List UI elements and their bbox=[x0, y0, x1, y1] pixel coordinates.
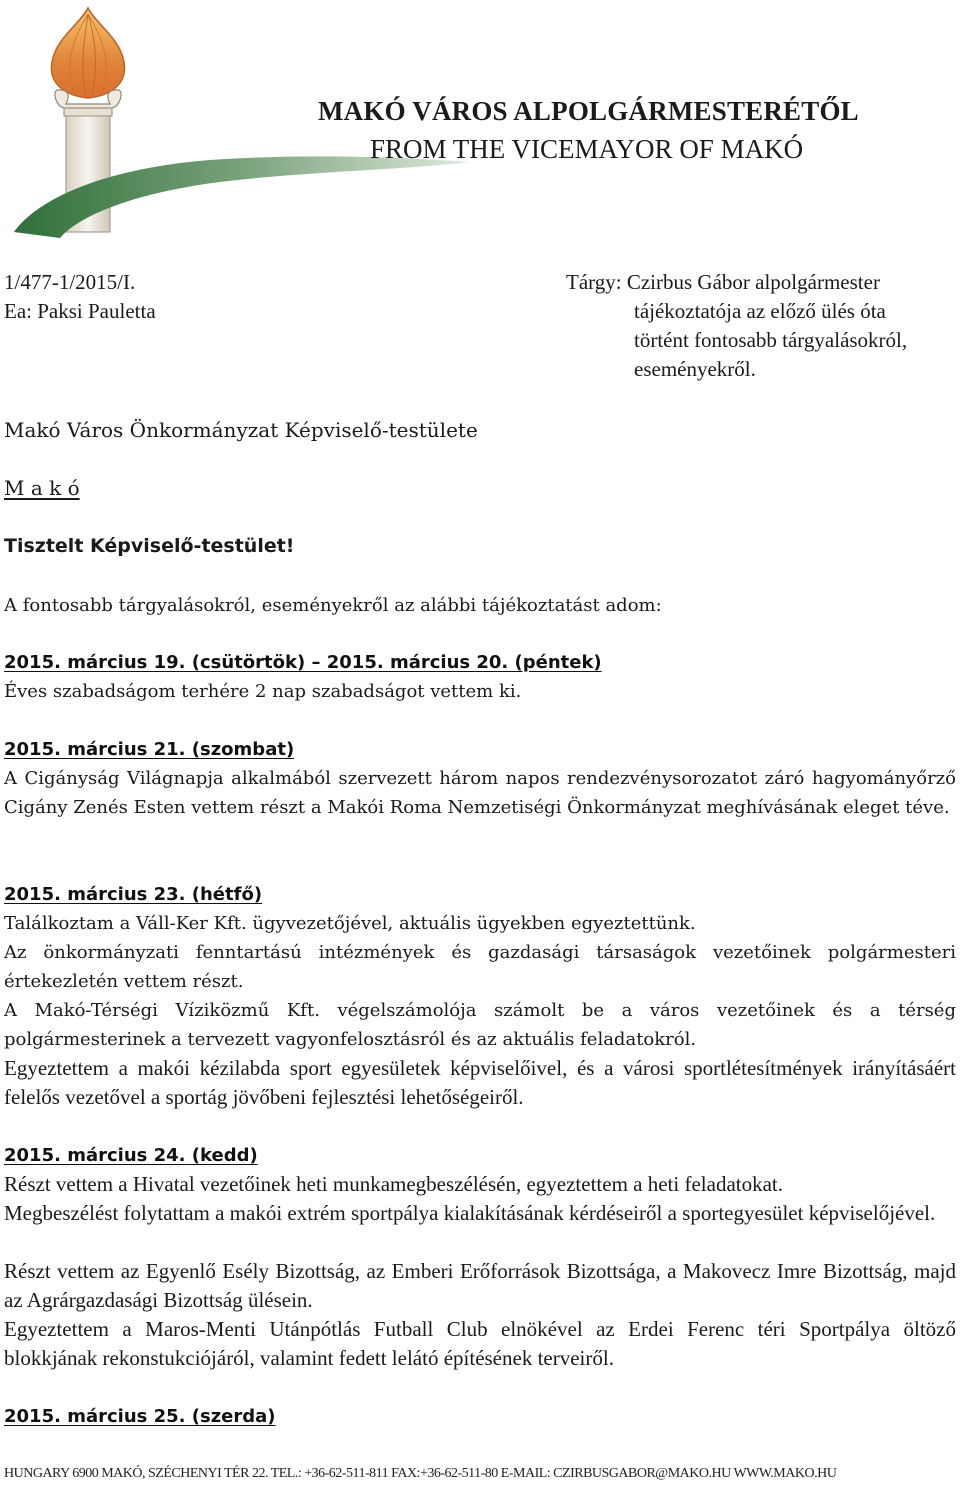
entry-date bbox=[4, 1141, 956, 1170]
entry-date-text: 2015. március 21. (szombat) bbox=[4, 739, 295, 760]
entry-text: Részt vettem az Egyenlő Esély Bizottság, az Emberi Erőforrások Bizottsága, a Makovecz Imre Bizottság, majd az Agrárgazdasági Bizottság ülésein. bbox=[4, 1259, 956, 1312]
entry-date bbox=[4, 1402, 956, 1431]
subject-line: történt fontosabb tárgyalásokról, bbox=[634, 328, 908, 352]
entry-text: Éves szabadságom terhére 2 nap szabadságot vettem ki. bbox=[4, 681, 522, 702]
subject-line: eseményekről. bbox=[634, 357, 756, 381]
title-english: FROM THE VICEMAYOR OF MAKÓ bbox=[370, 134, 804, 164]
entry-text: Megbeszélést folytattam a makói extrém sportpálya kialakításának kérdéseiről a sportegyesület képviselőjével. bbox=[4, 1201, 936, 1225]
entry-text: Az önkormányzati fenntartású intézmények és gazdasági társaságok vezetőinek polgármesteri értekezletén vettem részt. bbox=[4, 942, 956, 992]
entry-text: Egyeztettem a makói kézilabda sport egyesületek képviselőivel, és a városi sportlétesítmények irányításáért felelős vezetővel a sportág jövőbeni fejlesztési lehetőségeiről. bbox=[4, 1056, 956, 1109]
entry-text: A Cigányság Világnapja alkalmából szervezett három napos rendezvénysorozatot záró hagyományőrző Cigány Zenés Esten vettem részt a Makói Roma Nemzetiségi Önkormányzat meghívásának eleget téve. bbox=[4, 768, 956, 818]
entry-date-text: 2015. március 19. (csütörtök) – 2015. március 20. (péntek) bbox=[4, 652, 602, 673]
footer-contact: HUNGARY 6900 MAKÓ, SZÉCHENYI TÉR 22. TEL.: +36-62-511-811 FAX:+36-62-511-80 E-MAIL: CZIRBUSGABOR@MAKO.HU WWW.MAKO.HU bbox=[4, 1466, 837, 1481]
ea-line: Ea: Paksi Pauletta bbox=[4, 299, 156, 323]
addressee-city bbox=[4, 474, 956, 503]
onion-flame-icon bbox=[51, 8, 124, 98]
subject-line: Tárgy: Czirbus Gábor alpolgármester bbox=[566, 270, 880, 294]
entry-text: A Makó-Térségi Víziközmű Kft. végelszámolója számolt be a város vezetőinek és a térség polgármesterinek a tervezett vagyonfelosztásról és az aktuális feladatokról. bbox=[4, 1000, 956, 1050]
reference-block bbox=[4, 268, 156, 326]
subject-block bbox=[566, 268, 907, 384]
entry-text: Találkoztam a Váll-Ker Kft. ügyvezetőjével, aktuális ügyekben egyeztettünk. bbox=[4, 913, 696, 934]
addressee-body: Makó Város Önkormányzat Képviselő-testülete bbox=[4, 418, 478, 442]
subject-line: tájékoztatója az előző ülés óta bbox=[634, 299, 886, 323]
entry-text: Egyeztettem a Maros-Menti Utánpótlás Futball Club elnökével az Erdei Ferenc téri Sportpálya öltöző blokkjának rekonstukciójáról, valamint fedett lelátó építésének terveiről. bbox=[4, 1317, 956, 1370]
intro-text: A fontosabb tárgyalásokról, eseményekről az alábbi tájékoztatást adom: bbox=[4, 595, 662, 616]
entry-text: Részt vettem a Hivatal vezetőinek heti munkamegbeszélésén, egyeztettem a heti feladatokat. bbox=[4, 1172, 783, 1196]
addressee-city-text: M a k ó bbox=[4, 476, 80, 500]
salutation: Tisztelt Képviselő-testület! bbox=[4, 535, 295, 557]
title-hungarian: MAKÓ VÁROS ALPOLGÁRMESTERÉTŐL bbox=[318, 96, 859, 126]
entry-date bbox=[4, 735, 956, 764]
entry-date bbox=[4, 648, 956, 677]
entry-date-text: 2015. március 25. (szerda) bbox=[4, 1406, 276, 1427]
entry-date bbox=[4, 880, 956, 909]
entry-date-text: 2015. március 23. (hétfő) bbox=[4, 884, 263, 905]
entry-date-text: 2015. március 24. (kedd) bbox=[4, 1145, 258, 1166]
reference-number: 1/477-1/2015/I. bbox=[4, 270, 136, 294]
